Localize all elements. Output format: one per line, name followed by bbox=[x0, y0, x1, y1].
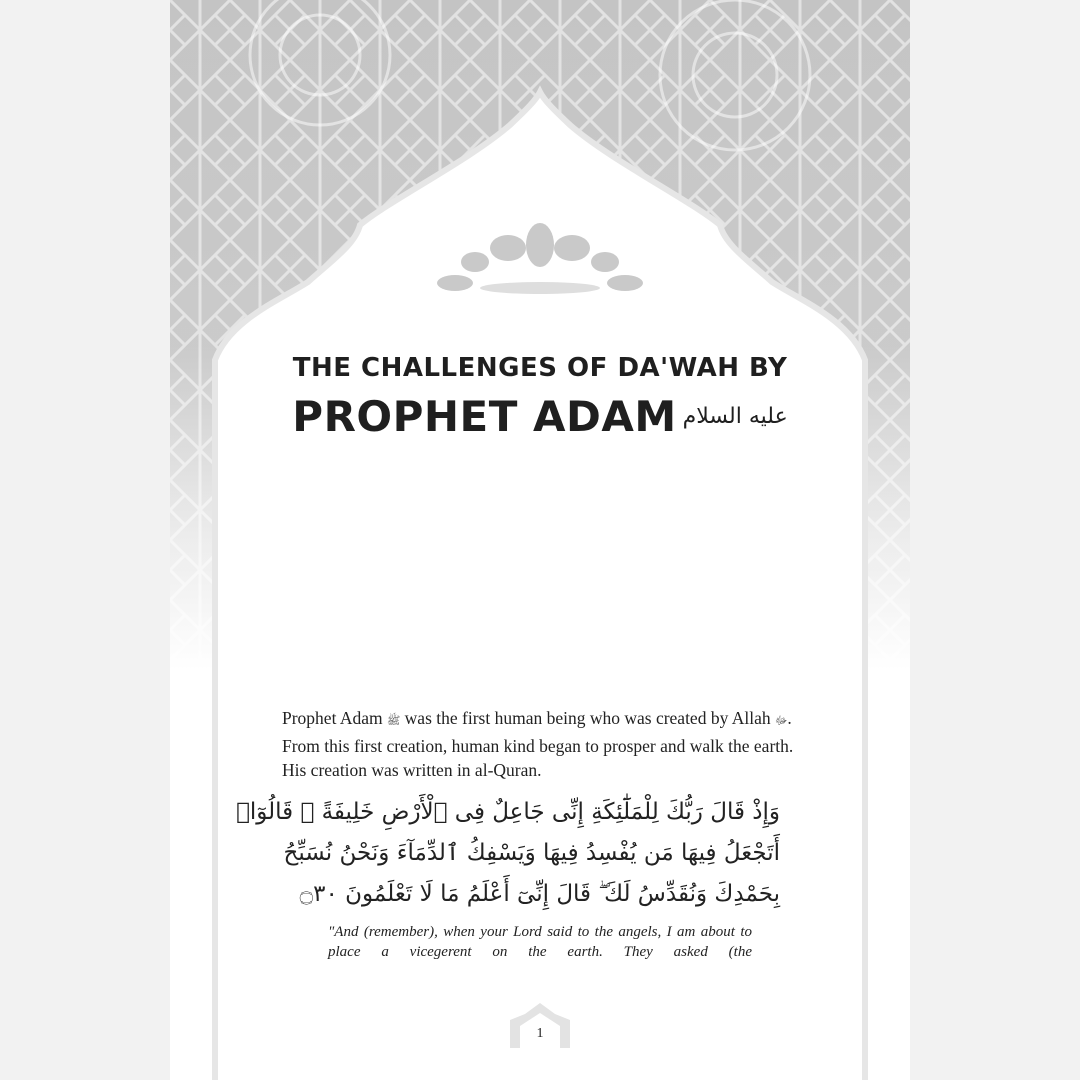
title-line-2 bbox=[170, 392, 910, 441]
quran-verse bbox=[236, 792, 780, 915]
verse-line: وَإِذْ قَالَ رَبُّكَ لِلْمَلَٰٓئِكَةِ إِنِّى جَاعِلٌ فِى ٱلْأَرْضِ خَلِيفَةً ۖ قَالُوٓا۟ bbox=[236, 799, 780, 825]
islamic-arch-pattern bbox=[170, 0, 910, 1080]
honor-allah-icon: ﷻ bbox=[775, 714, 788, 727]
page-number: 1 bbox=[536, 1026, 544, 1041]
intro-paragraph: Prophet Adam ﷺ was the first human being who was created by Allah ﷻ. From this first creation, human kind began to prosper and walk the earth. His creation was written in al-Quran. bbox=[282, 708, 794, 780]
honor-adam-icon: ﷺ bbox=[387, 714, 401, 727]
verse-line: بِحَمْدِكَ وَنُقَدِّسُ لَكَ ۖ قَالَ إِنِّىٓ أَعْلَمُ مَا لَا تَعْلَمُونَ ۝٣٠ bbox=[299, 881, 780, 907]
prophet-adam-title: PROPHET ADAM bbox=[292, 392, 677, 441]
verse-translation: "And (remember), when your Lord said to the angels, I am about to place a vicegerent on the earth. They asked (the bbox=[328, 924, 752, 960]
verse-line: أَتَجْعَلُ فِيهَا مَن يُفْسِدُ فِيهَا وَيَسْفِكُ ٱلدِّمَآءَ وَنَحْنُ نُسَبِّحُ bbox=[283, 840, 780, 866]
honorific-calligraphy: عليه السلام bbox=[682, 404, 788, 429]
title-line-1: THE CHALLENGES OF DA'WAH BY bbox=[292, 353, 788, 383]
document-page bbox=[170, 0, 910, 1080]
